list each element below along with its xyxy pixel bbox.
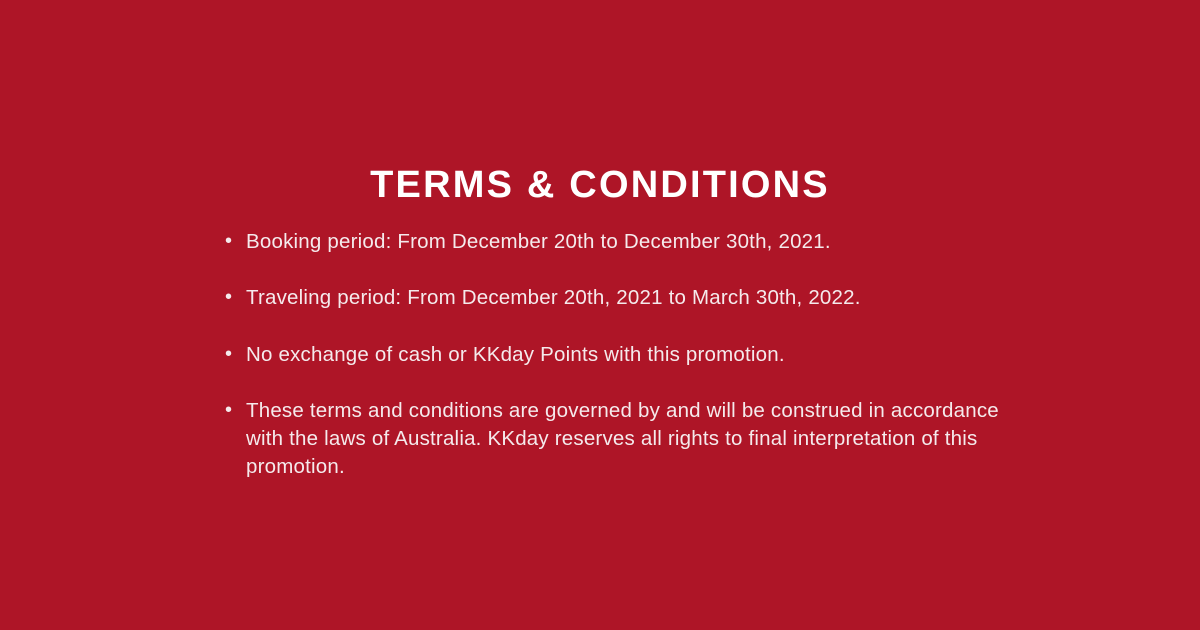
- list-item: • No exchange of cash or KKday Points with this promotion.: [222, 341, 1012, 369]
- terms-list: [222, 228, 1012, 482]
- list-item: • Booking period: From December 20th to December 30th, 2021.: [222, 228, 1012, 256]
- list-item: • Traveling period: From December 20th, 2021 to March 30th, 2022.: [222, 284, 1012, 312]
- page-title: TERMS & CONDITIONS: [370, 164, 830, 207]
- list-item: • These terms and conditions are governed by and will be construed in accordance with the laws of Australia. KKday reserves all rights to final interpretation of this promotion.: [222, 397, 1012, 482]
